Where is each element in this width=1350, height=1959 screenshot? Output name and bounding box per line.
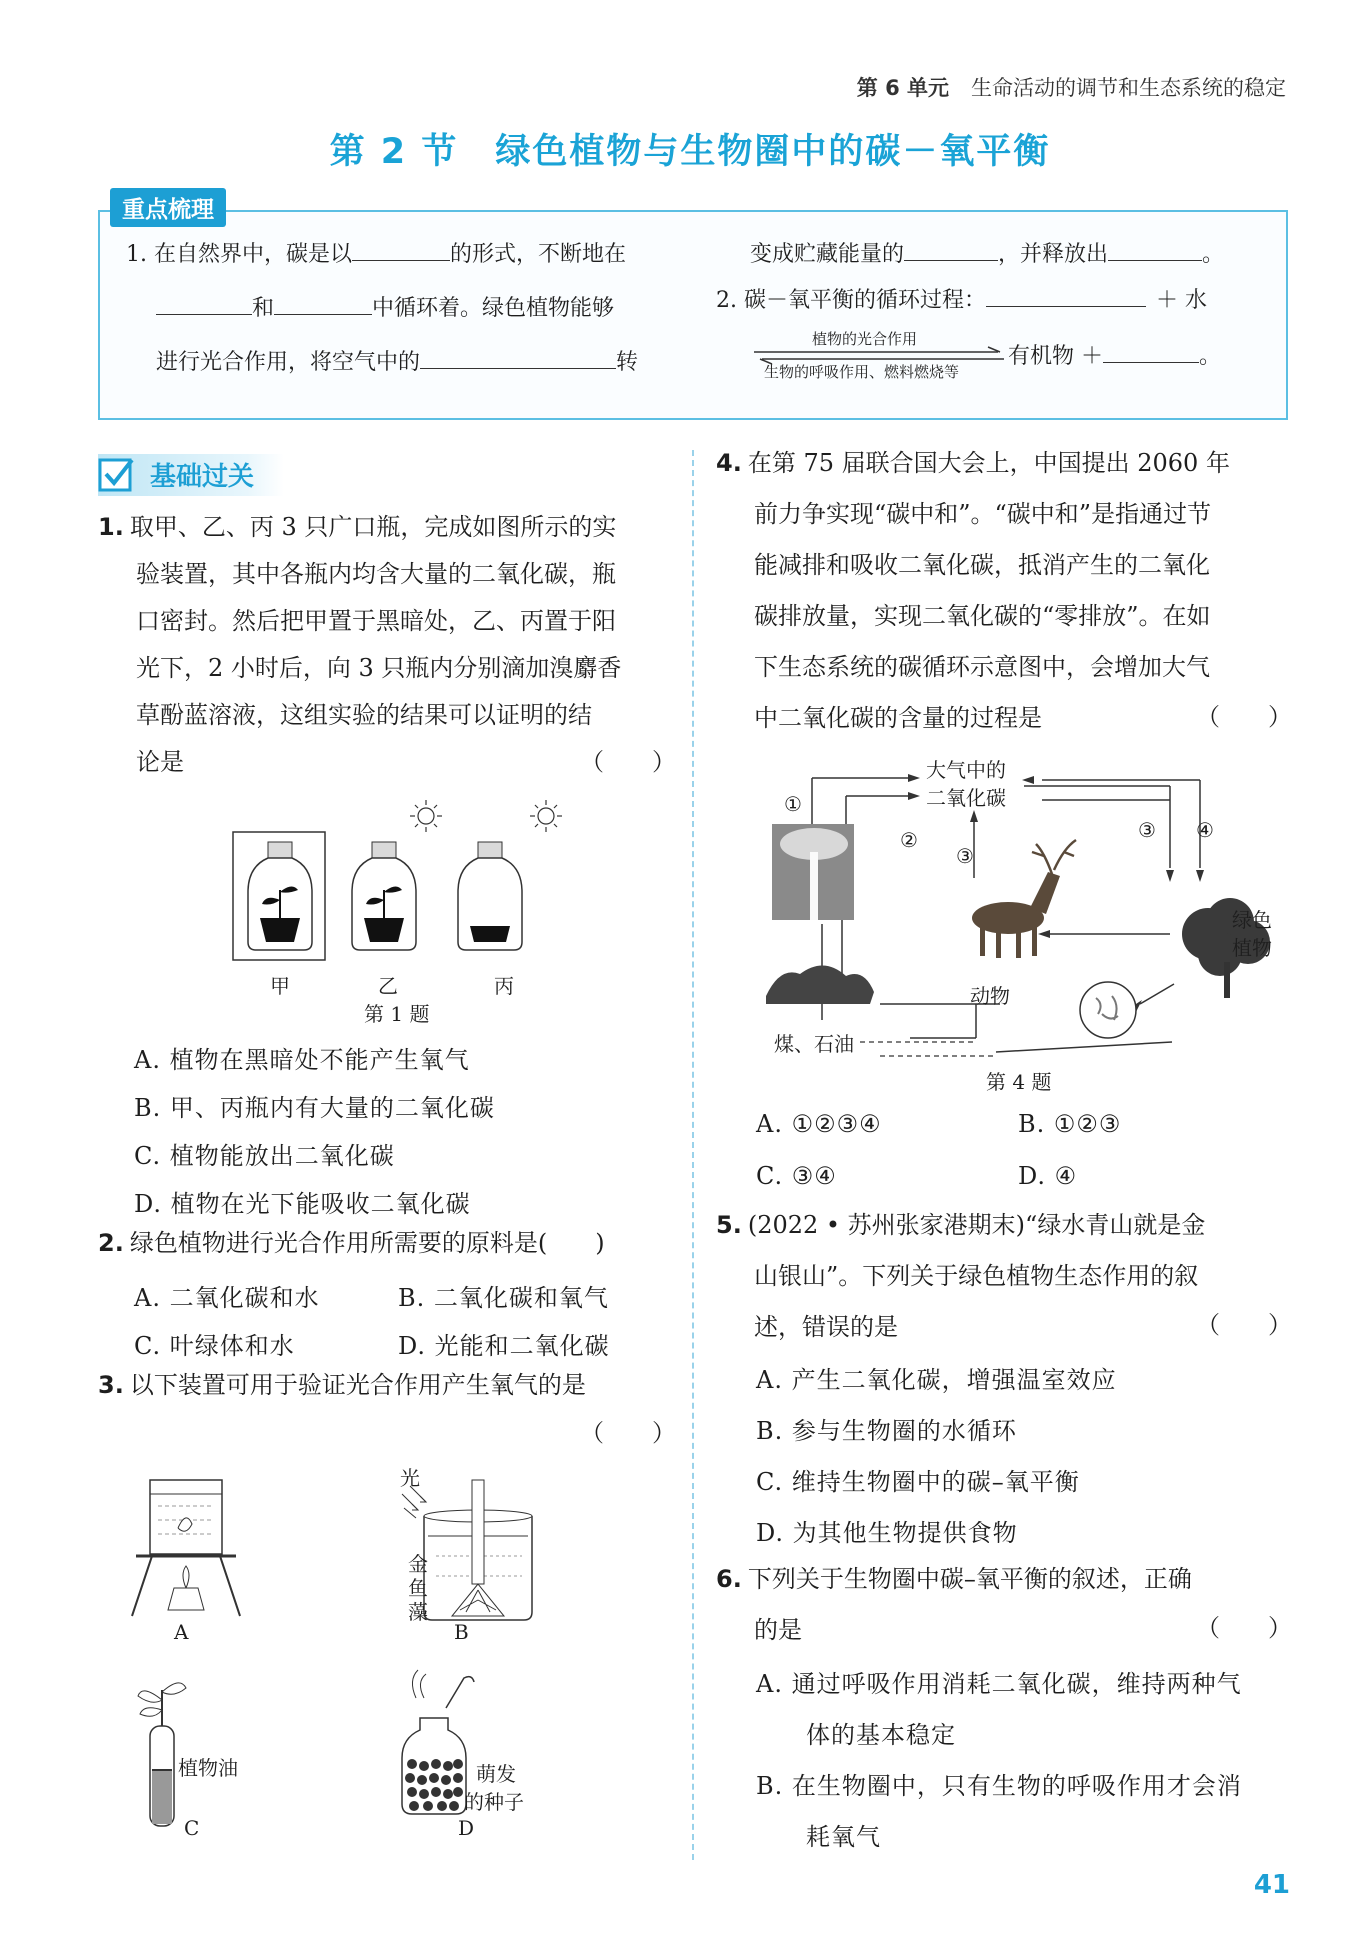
stem-line: 前力争实现“碳中和”。“碳中和”是指通过节 xyxy=(754,500,1212,528)
unit-header xyxy=(857,72,1286,102)
unit-number: 第 6 单元 xyxy=(856,76,949,100)
bottle-label-bing: 丙 xyxy=(494,974,514,998)
stem-line: 口密封。然后把甲置于黑暗处，乙、丙置于阳 xyxy=(136,607,616,635)
stem-line: 下列关于生物圈中碳–氧平衡的叙述，正确 xyxy=(747,1565,1192,1593)
stem-line: 能减排和吸收二氧化碳，抵消产生的二氧化 xyxy=(754,551,1210,579)
marker-4: ④ xyxy=(1196,818,1214,842)
q5-option-a[interactable]: A. 产生二氧化碳，增强温室效应 xyxy=(756,1366,1117,1394)
column-divider xyxy=(692,450,694,1860)
key-points-tag: 重点梳理 xyxy=(110,188,226,227)
animal-label: 动物 xyxy=(970,984,1010,1008)
q1-bottles-figure xyxy=(228,800,568,970)
question-number: 6. xyxy=(716,1565,742,1593)
checkbox-icon xyxy=(98,456,136,494)
q6-option-b[interactable]: B. 在生物圈中，只有生物的呼吸作用才会消 xyxy=(756,1772,1242,1800)
q6-option-a[interactable]: A. 通过呼吸作用消耗二氧化碳，维持两种气 xyxy=(756,1670,1242,1698)
answer-paren[interactable]: （ ） xyxy=(1196,1311,1292,1339)
stem-line: 下生态系统的碳循环示意图中，会增加大气 xyxy=(754,653,1210,681)
plant-label-1: 绿色 xyxy=(1232,908,1272,932)
kp-text: 2. 碳－氧平衡的循环过程： xyxy=(716,288,986,313)
blank-field[interactable] xyxy=(904,238,998,261)
stem-line: 取甲、乙、丙 3 只广口瓶，完成如图所示的实 xyxy=(129,513,617,541)
question-number: 5. xyxy=(716,1211,742,1239)
q2-option-c[interactable]: C. 叶绿体和水 xyxy=(134,1332,295,1360)
arrow-label-top: 植物的光合作用 xyxy=(812,330,918,348)
stem-line: 山银山”。下列关于绿色植物生态作用的叙 xyxy=(754,1262,1199,1290)
kp-text: 的形式，不断地在 xyxy=(449,242,626,267)
blank-field[interactable] xyxy=(1108,238,1202,261)
blank-field[interactable] xyxy=(274,292,372,315)
kp-text: 中循环着。绿色植物能够 xyxy=(372,296,615,321)
q2-stem xyxy=(98,1220,605,1267)
unit-title: 生命活动的调节和生态系统的稳定 xyxy=(971,76,1286,100)
label-seeds-1: 萌发 xyxy=(476,1762,516,1786)
question-number: 4. xyxy=(716,449,742,477)
q3-stem xyxy=(98,1362,586,1409)
carbon-cycle-diagram xyxy=(760,752,1290,1062)
page-title: 第 2 节 绿色植物与生物圈中的碳－氧平衡 xyxy=(329,132,1051,172)
bottle-label-jia: 甲 xyxy=(270,974,290,998)
blank-field[interactable] xyxy=(420,346,616,369)
q5-option-c[interactable]: C. 维持生物圈中的碳–氧平衡 xyxy=(756,1468,1080,1496)
q6-option-a-cont: 体的基本稳定 xyxy=(756,1721,956,1749)
section-title: 基础过关 xyxy=(150,462,255,492)
coal-label: 煤、石油 xyxy=(774,1032,854,1056)
kp-line-6 xyxy=(1008,340,1221,372)
label-seeds-2: 的种子 xyxy=(464,1790,524,1814)
stem-line: 述，错误的是 xyxy=(754,1313,898,1341)
page-number: 41 xyxy=(1253,1870,1290,1900)
q4-stem xyxy=(716,438,1230,744)
q1-option-d[interactable]: D. 植物在光下能吸收二氧化碳 xyxy=(134,1190,471,1218)
blank-field[interactable] xyxy=(986,284,1146,307)
question-number: 2. xyxy=(98,1229,124,1257)
kp-line-4 xyxy=(750,238,1224,270)
bottle-label-yi: 乙 xyxy=(378,974,398,998)
q4-option-b[interactable]: B. ①②③ xyxy=(1018,1110,1122,1138)
answer-paren[interactable]: （ ） xyxy=(1196,703,1292,731)
q2-option-a[interactable]: A. 二氧化碳和水 xyxy=(134,1284,320,1312)
q1-option-b[interactable]: B. 甲、丙瓶内有大量的二氧化碳 xyxy=(134,1094,495,1122)
stem-line: 绿色植物进行光合作用所需要的原料是( ) xyxy=(129,1229,605,1257)
q3-apparatus-a xyxy=(128,1470,248,1620)
label-algae: 金鱼藻 xyxy=(408,1552,428,1624)
label-b: B xyxy=(454,1620,469,1644)
stem-line: 碳排放量，实现二氧化碳的“零排放”。在如 xyxy=(754,602,1211,630)
atm-label-2: 二氧化碳 xyxy=(926,786,1006,810)
marker-2: ② xyxy=(900,828,918,852)
kp-text: 变成贮藏能量的 xyxy=(750,242,905,267)
arrow-label-bottom: 生物的呼吸作用、燃料燃烧等 xyxy=(764,363,960,381)
stem-line: 验装置，其中各瓶内均含大量的二氧化碳，瓶 xyxy=(136,560,616,588)
stem-line: 光下，2 小时后，向 3 只瓶内分别滴加溴麝香 xyxy=(136,654,622,682)
marker-3: ③ xyxy=(956,844,974,868)
label-light: 光 xyxy=(400,1466,420,1490)
answer-paren[interactable]: （ ） xyxy=(1196,1614,1292,1642)
stem-line: 在第 75 届联合国大会上，中国提出 2060 年 xyxy=(747,449,1230,477)
stem-line: 中二氧化碳的含量的过程是 xyxy=(754,704,1042,732)
q2-option-b[interactable]: B. 二氧化碳和氧气 xyxy=(398,1284,609,1312)
blank-field[interactable] xyxy=(1103,340,1199,363)
q1-option-c[interactable]: C. 植物能放出二氧化碳 xyxy=(134,1142,395,1170)
blank-field[interactable] xyxy=(352,238,450,261)
q5-stem xyxy=(716,1200,1205,1353)
answer-paren[interactable]: （ ） xyxy=(580,1419,676,1447)
marker-3b: ③ xyxy=(1138,818,1156,842)
marker-1: ① xyxy=(784,792,802,816)
q5-option-d[interactable]: D. 为其他生物提供食物 xyxy=(756,1519,1018,1547)
kp-text: ，并释放出 xyxy=(998,242,1109,267)
figure-caption: 第 4 题 xyxy=(986,1070,1052,1094)
q4-option-c[interactable]: C. ③④ xyxy=(756,1162,837,1190)
kp-text: 有机物 ＋ xyxy=(1008,344,1103,369)
q2-option-d[interactable]: D. 光能和二氧化碳 xyxy=(398,1332,610,1360)
question-number: 1. xyxy=(98,513,124,541)
q6-option-b-cont: 耗氧气 xyxy=(756,1823,881,1851)
q1-option-a[interactable]: A. 植物在黑暗处不能产生氧气 xyxy=(134,1046,470,1074)
figure-caption: 第 1 题 xyxy=(364,1002,430,1026)
kp-text: 1. 在自然界中，碳是以 xyxy=(126,242,352,267)
label-a: A xyxy=(174,1620,189,1644)
atm-label-1: 大气中的 xyxy=(926,758,1006,782)
label-oil: 植物油 xyxy=(178,1756,238,1780)
kp-line-1 xyxy=(126,238,626,270)
q4-option-d[interactable]: D. ④ xyxy=(1018,1162,1078,1190)
q6-stem xyxy=(716,1554,1192,1656)
label-c: C xyxy=(184,1816,200,1840)
q1-stem xyxy=(98,504,621,786)
stem-line: 的是 xyxy=(754,1616,802,1644)
q5-option-b[interactable]: B. 参与生物圈的水循环 xyxy=(756,1417,1017,1445)
kp-text: 。 xyxy=(1202,242,1225,267)
kp-text: 进行光合作用，将空气中的 xyxy=(156,350,421,375)
kp-line-5 xyxy=(716,284,1207,316)
kp-line-3 xyxy=(156,346,638,378)
label-d: D xyxy=(458,1816,475,1840)
kp-text: 和 xyxy=(252,296,275,321)
kp-text: ＋ 水 xyxy=(1155,288,1207,313)
stem-line: (2022 • 苏州张家港期末)“绿水青山就是金 xyxy=(747,1211,1206,1239)
stem-line: 论是 xyxy=(136,748,184,776)
question-number: 3. xyxy=(98,1371,124,1399)
stem-line: 以下装置可用于验证光合作用产生氧气的是 xyxy=(129,1371,586,1399)
kp-text: 转 xyxy=(616,350,639,375)
q4-option-a[interactable]: A. ①②③④ xyxy=(756,1110,882,1138)
answer-paren[interactable]: （ ） xyxy=(580,748,676,776)
kp-text: 。 xyxy=(1199,344,1222,369)
plant-label-2: 植物 xyxy=(1232,936,1272,960)
kp-line-2 xyxy=(156,292,614,324)
stem-line: 草酚蓝溶液，这组实验的结果可以证明的结 xyxy=(136,701,592,729)
q3-apparatus-c xyxy=(128,1670,198,1830)
blank-field[interactable] xyxy=(156,292,252,315)
